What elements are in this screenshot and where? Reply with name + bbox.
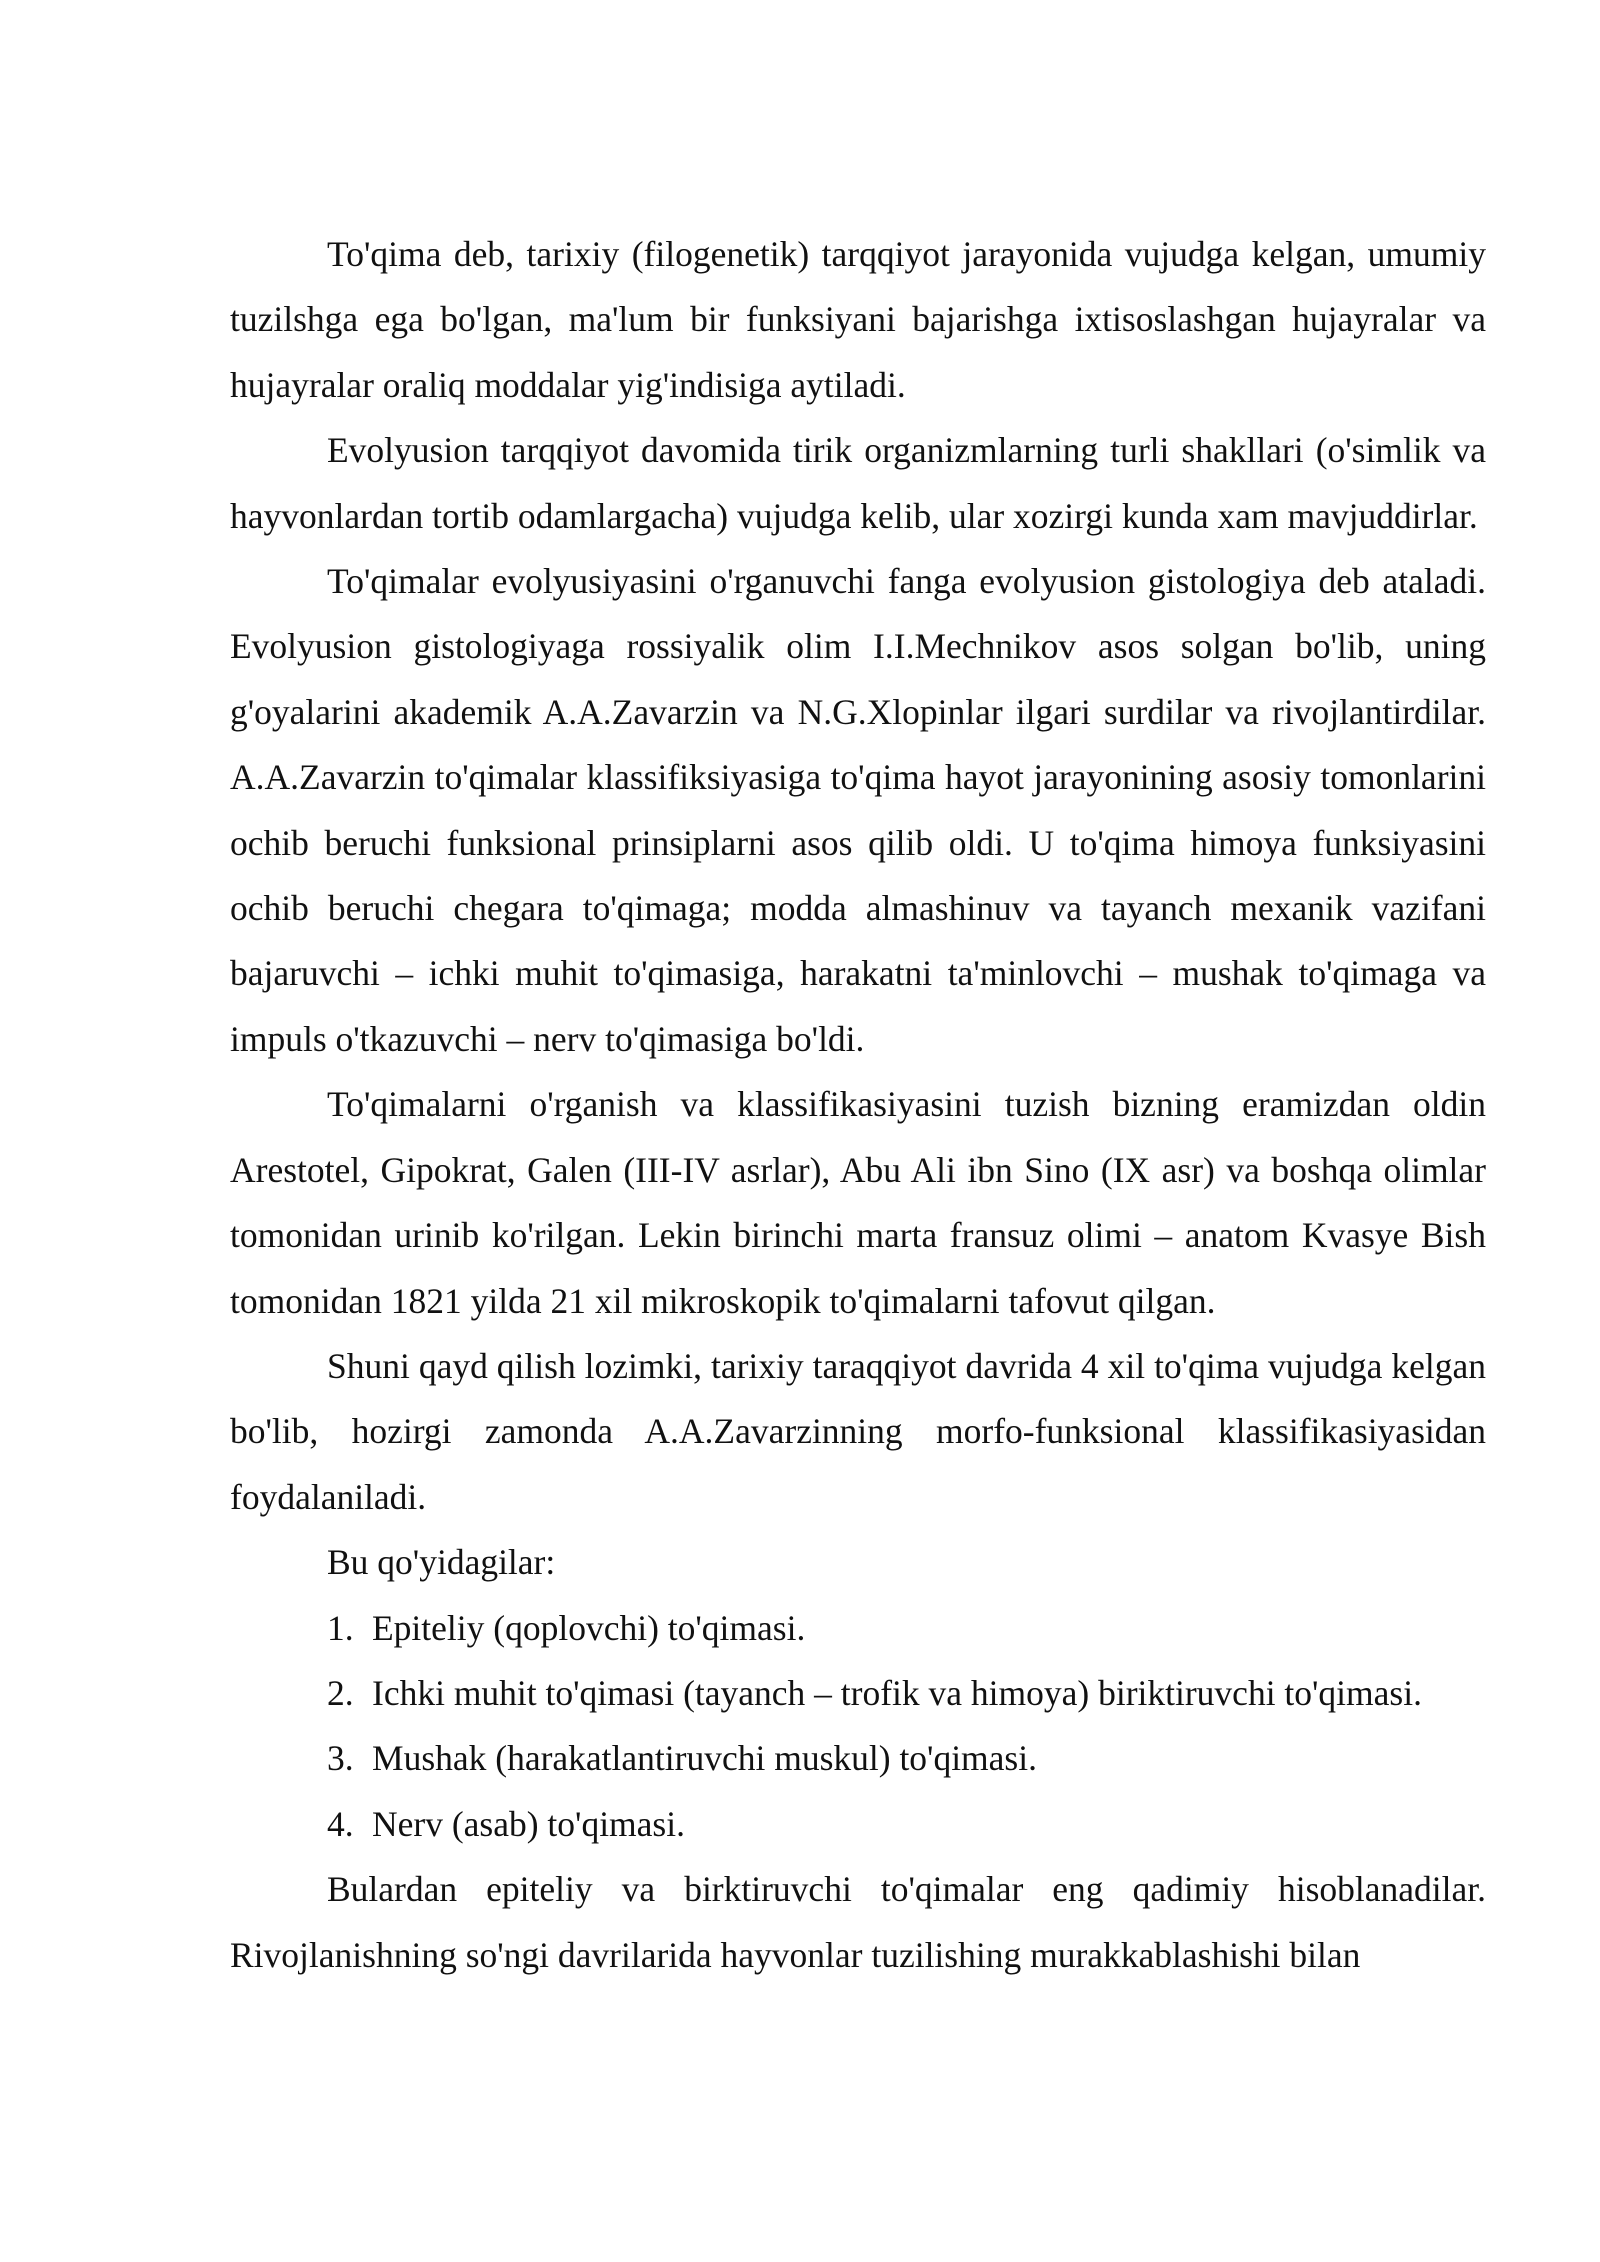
paragraph-four-tissues: Shuni qayd qilish lozimki, tarixiy taraqqiyot davrida 4 xil to'qima vujudga kelgan bo'lib, hozirgi zamonda A.A.Zavarzinning morfo-funksional klassifikasiyasidan foydalaniladi.	[230, 1345, 1486, 1517]
list-item-number: 1.	[327, 1607, 354, 1648]
list-item	[230, 1596, 1486, 1661]
list-item-text: Nerv (asab) to'qimasi.	[372, 1803, 685, 1844]
list-item-text: Ichki muhit to'qimasi (tayanch – trofik va himoya) biriktiruvchi to'qimasi.	[372, 1672, 1422, 1713]
list-item-number: 4.	[327, 1803, 354, 1844]
paragraph-oldest-tissues: Bulardan epiteliy va birktiruvchi to'qimalar eng qadimiy hisoblanadilar. Rivojlanishning so'ngi davrilarida hayvonlar tuzilishing murakkablashishi bilan	[230, 1869, 1486, 1975]
paragraph-evolution-forms: Evolyusion tarqqiyot davomida tirik organizmlarning turli shakllari (o'simlik va hayvonlardan tortib odamlargacha) vujudga kelib, ular xozirgi kunda xam mavjuddirlar.	[230, 430, 1486, 536]
list-item-text: Epiteliy (qoplovchi) to'qimasi.	[372, 1607, 806, 1648]
paragraph-tissue-definition: To'qima deb, tarixiy (filogenetik) tarqqiyot jarayonida vujudga kelgan, umumiy tuzilshga ega bo'lgan, ma'lum bir funksiyani bajarishga ixtisoslashgan hujayralar va hujayralar oraliq moddalar yig'indisiga aytiladi.	[230, 234, 1486, 405]
paragraph-list-intro: Bu qo'yidagilar:	[327, 1542, 556, 1583]
paragraph-evolutionary-histology: To'qimalar evolyusiyasini o'rganuvchi fanga evolyusion gistologiya deb ataladi. Evolyusion gistologiyaga rossiyalik olim I.I.Mechnikov asos solgan bo'lib, uning g'oyalarini akademik A.A.Zavarzin va N.G.Xlopinlar ilgari surdilar va rivojlantirdilar. A.A.Zavarzin to'qimalar klassifiksiyasiga to'qima hayot jarayonining asosiy tomonlarini ochib beruchi funksional prinsiplarni asos qilib oldi. U to'qima himoya funksiyasini ochib beruchi chegara to'qimaga; modda almashinuv va tayanch mexanik vazifani bajaruvchi – ichki muhit to'qimasiga, harakatni ta'minlovchi – mushak to'qimaga va impuls o'tkazuvchi – nerv to'qimasiga bo'ldi.	[230, 561, 1486, 1059]
document-page	[230, 222, 1486, 1988]
list-item	[230, 1726, 1486, 1791]
list-item-number: 2.	[327, 1672, 354, 1713]
list-item-text: Mushak (harakatlantiruvchi muskul) to'qimasi.	[372, 1738, 1037, 1779]
list-item-number: 3.	[327, 1738, 354, 1779]
paragraph-classification-history: To'qimalarni o'rganish va klassifikasiyasini tuzish bizning eramizdan oldin Arestotel, Gipokrat, Galen (III-IV asrlar), Abu Ali ibn Sino (IX asr) va boshqa olimlar tomonidan urinib ko'rilgan. Lekin birinchi marta fransuz olimi – anatom Kvasye Bish tomonidan 1821 yilda 21 xil mikroskopik to'qimalarni tafovut qilgan.	[230, 1084, 1486, 1321]
list-item	[230, 1792, 1486, 1857]
list-item	[230, 1661, 1486, 1726]
